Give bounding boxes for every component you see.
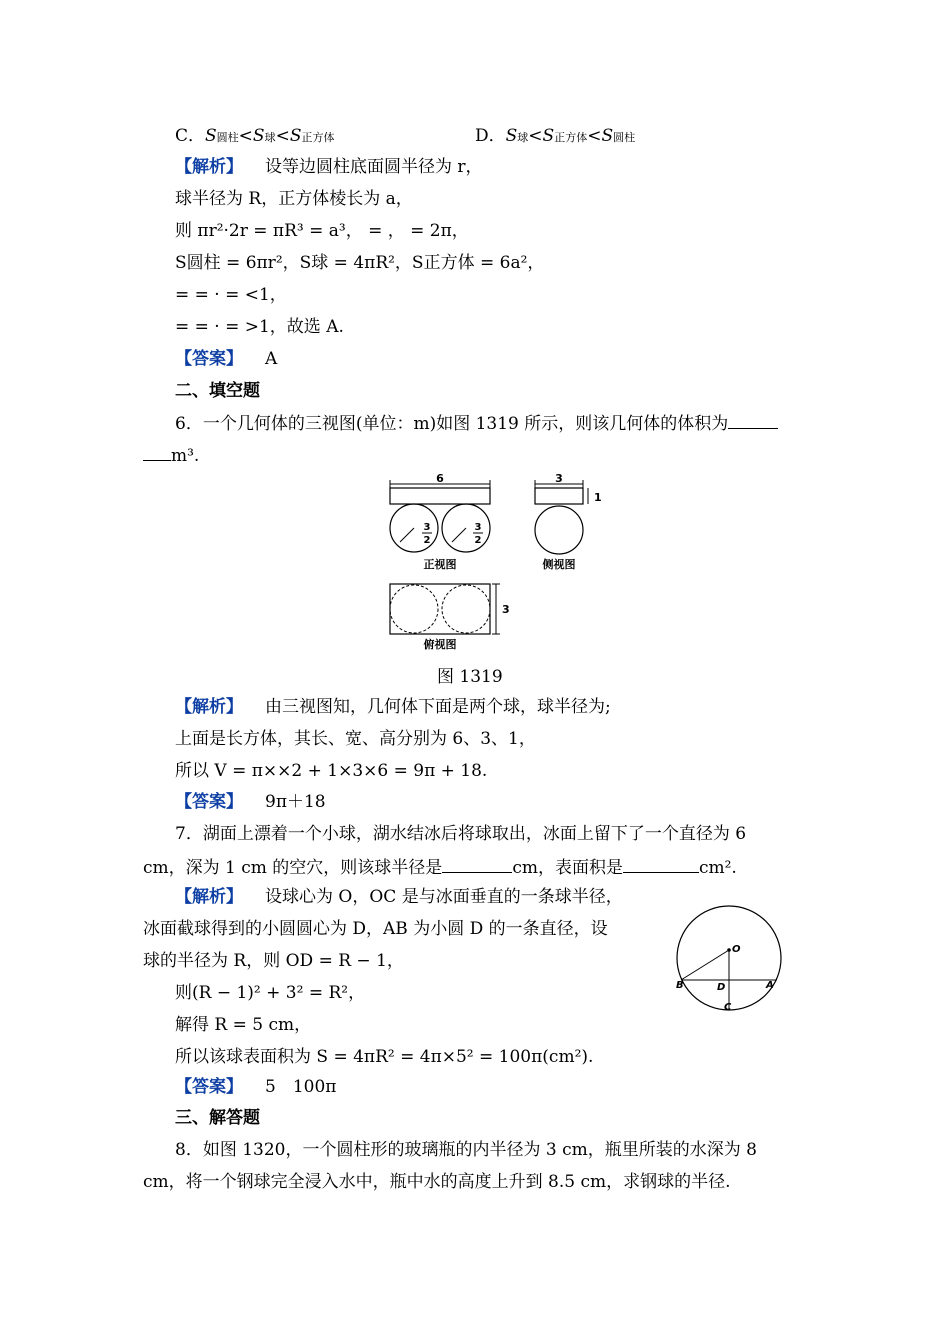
- dim-top: 6: [436, 472, 444, 485]
- answer-tag: 【答案】: [175, 349, 243, 369]
- radius-num-left: 3: [423, 522, 431, 533]
- three-view-figure: [380, 470, 620, 660]
- analysis-tag: 【解析】: [175, 157, 243, 177]
- radius-den-left: 2: [423, 535, 431, 546]
- label-c: C: [724, 1002, 732, 1013]
- label-front-view: 正视图: [423, 558, 457, 571]
- figure-caption-1319: 图 1319: [437, 667, 503, 687]
- q5-analysis-line-2: 球半径为 R，正方体棱长为 a，: [175, 189, 413, 209]
- q6-analysis-line-3: 所以 V = π××2 + 1×3×6 = 9π + 18.: [175, 761, 488, 781]
- label-a: A: [766, 980, 774, 991]
- front-view: [390, 472, 490, 571]
- dim-plan-height: 3: [502, 603, 510, 616]
- q8-text-line-2: cm，将一个钢球完全浸入水中，瓶中水的高度上升到 8.5 cm，求钢球的半径.: [143, 1172, 731, 1192]
- option-c: C．S圆柱<S球<S正方体: [175, 126, 335, 146]
- q6-text-line-2: m³.: [143, 444, 199, 466]
- answer-tag: 【答案】: [175, 792, 243, 812]
- q7-analysis-line-4: 则(R − 1)² + 3² = R²，: [175, 983, 366, 1003]
- answer-tag: 【答案】: [175, 1077, 243, 1097]
- q5-answer: 【答案】 A: [175, 349, 278, 369]
- q7-analysis-line-3: 球的半径为 R，则 OD = R − 1，: [143, 951, 404, 971]
- q8-text-line-1: 8．如图 1320，一个圆柱形的玻璃瓶的内半径为 3 cm，瓶里所装的水深为 8: [175, 1140, 757, 1160]
- section-heading-fill-blank: 二、填空题: [175, 381, 260, 401]
- q7-answer: 【答案】 5 100π: [175, 1077, 337, 1097]
- label-o: O: [732, 944, 741, 955]
- label-b: B: [676, 980, 684, 991]
- label-side-view: 侧视图: [542, 558, 576, 571]
- dim-side-height: 1: [594, 491, 602, 504]
- q7-analysis-line-6: 所以该球表面积为 S = 4πR² = 4π×5² = 100π(cm²).: [175, 1047, 594, 1067]
- q5-analysis-line-4: S圆柱 = 6πr²，S球 = 4πR²，S正方体 = 6a²，: [175, 253, 545, 273]
- q7-analysis-line-2: 冰面截球得到的小圆圆心为 D，AB 为小圆 D 的一条直径，设: [143, 919, 608, 939]
- section-heading-solve: 三、解答题: [175, 1108, 260, 1128]
- q5-analysis-line-5: = = · = <1，: [175, 285, 287, 305]
- q5-analysis-line-6: = = · = >1，故选 A.: [175, 317, 344, 337]
- radius-den-right: 2: [474, 535, 482, 546]
- q6-text-line-1: 6．一个几何体的三视图(单位：m)如图 1319 所示，则该几何体的体积为: [175, 412, 778, 434]
- q6-analysis-line-2: 上面是长方体，其长、宽、高分别为 6、3、1，: [175, 729, 536, 749]
- q7-analysis-line-5: 解得 R = 5 cm，: [175, 1015, 312, 1035]
- top-view: [390, 584, 510, 651]
- label-d: D: [717, 982, 726, 993]
- q7-text-line-1: 7．湖面上漂着一个小球，湖水结冰后将球取出，冰面上留下了一个直径为 6: [175, 824, 747, 844]
- q5-analysis-line-1: 【解析】 设等边圆柱底面圆半径为 r，: [175, 157, 483, 177]
- q6-analysis-line-1: 【解析】 由三视图知，几何体下面是两个球，球半径为;: [175, 697, 611, 717]
- radius-num-right: 3: [474, 522, 482, 533]
- side-view: [535, 472, 602, 571]
- q7-analysis-line-1: 【解析】 设球心为 O，OC 是与冰面垂直的一条球半径，: [175, 887, 623, 907]
- analysis-tag: 【解析】: [175, 887, 243, 907]
- sphere-cross-section-figure: [670, 900, 790, 1020]
- dim-side-width: 3: [555, 472, 563, 485]
- q7-text-line-2: cm，深为 1 cm 的空穴，则该球半径是 cm，表面积是 cm².: [143, 858, 737, 878]
- option-d: D．S球<S正方体<S圆柱: [475, 126, 636, 146]
- analysis-tag: 【解析】: [175, 697, 243, 717]
- q6-answer: 【答案】 9π＋18: [175, 792, 326, 812]
- label-top-view: 俯视图: [423, 638, 457, 651]
- q5-analysis-line-3: 则 πr²·2r = πR³ = a³， = ， = 2π，: [175, 221, 469, 241]
